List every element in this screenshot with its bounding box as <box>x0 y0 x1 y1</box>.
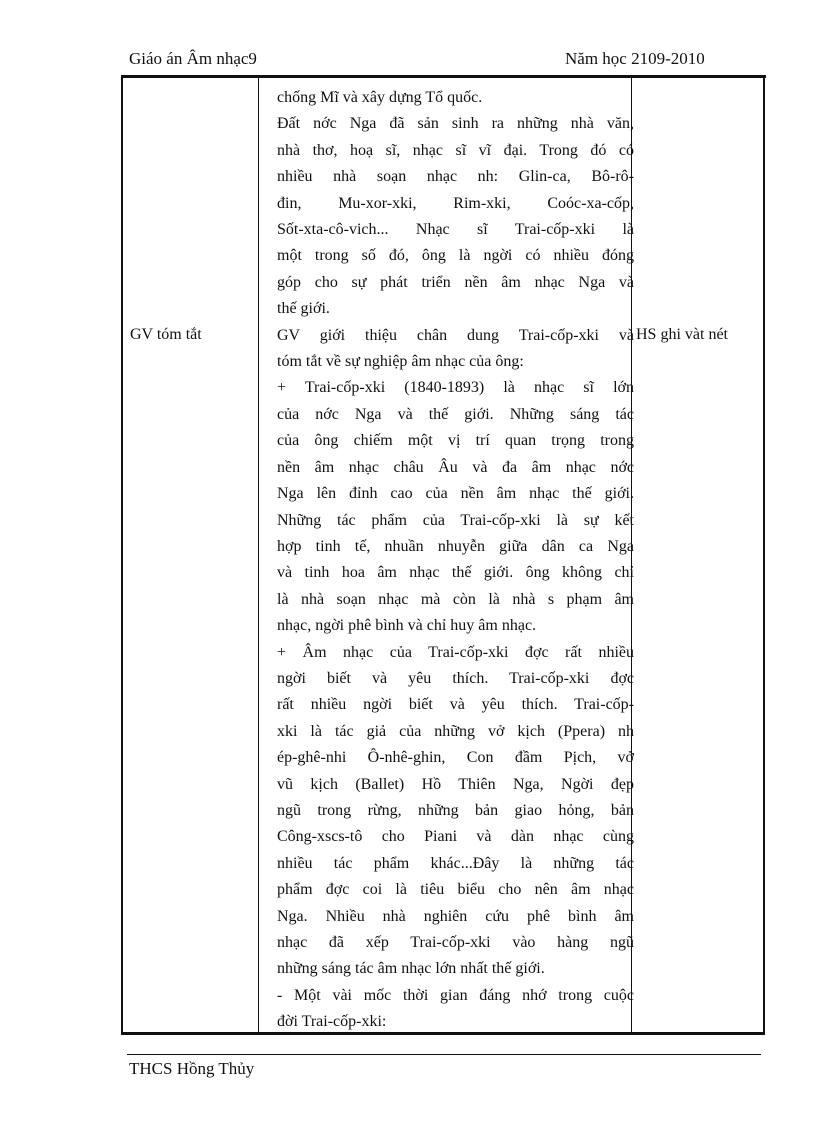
content-line: của ông chiếm một vị trí quan trọng trong <box>277 432 634 450</box>
student-activity-cell: HS ghi vàt nét <box>636 326 728 343</box>
content-line: đời Trai-cốp-xki: <box>277 1013 387 1031</box>
header-subject: Giáo án Âm nhạc9 <box>129 49 257 68</box>
content-line: ngời biết và yêu thích. Trai-cốp-xki đợc <box>277 669 634 687</box>
header-school-year: Năm học 2109-2010 <box>565 49 705 68</box>
content-line: + Trai-cốp-xki (1840-1893) là nhạc sĩ lớn <box>277 379 634 397</box>
column-divider-left <box>258 78 259 1032</box>
footer-divider <box>127 1054 761 1055</box>
content-line: nhạc đã xếp Trai-cốp-xki vào hàng ngũ <box>277 934 634 951</box>
content-line: Nga. Nhiều nhà nghiên cứu phê bình âm <box>277 907 634 925</box>
content-line: GV giới thiệu chân dung Trai-cốp-xki và <box>277 326 634 344</box>
content-line: hợp tinh tế, nhuần nhuyễn giữa dân ca Nga <box>277 537 634 555</box>
content-line: nền âm nhạc châu Âu và đa âm nhạc nớc <box>277 458 634 476</box>
content-line: Công-xscs-tô cho Piani và dàn nhạc cùng <box>277 828 634 846</box>
content-line: của nớc Nga và thế giới. Những sáng tác <box>277 405 634 423</box>
content-line: phẩm đợc coi là tiêu biểu cho nên âm nhạc <box>277 881 634 899</box>
content-line: là nhà soạn nhạc mà còn là nhà s phạm âm <box>277 590 634 608</box>
content-line: ngũ trong rừng, những bản giao hỏng, bản <box>277 801 634 819</box>
content-line: Đất nớc Nga đã sản sinh ra những nhà văn, <box>277 115 634 133</box>
content-line: + Âm nhạc của Trai-cốp-xki đợc rất nhiều <box>277 643 634 661</box>
footer-school: THCS Hồng Thủy <box>129 1059 255 1078</box>
content-line: vũ kịch (Ballet) Hồ Thiên Nga, Ngời đẹp <box>277 775 634 793</box>
content-line: Nga lên đỉnh cao của nền âm nhạc thế giới. <box>277 485 634 503</box>
content-cell <box>277 85 634 1036</box>
content-line: tóm tắt về sự nghiệp âm nhạc của ông: <box>277 353 524 371</box>
content-line: và tinh hoa âm nhạc thế giới. ông không chỉ <box>277 564 634 582</box>
content-line: nhạc, ngời phê bình và chỉ huy âm nhạc. <box>277 617 537 635</box>
content-line: xki là tác giả của những vở kịch (Ppera) nh <box>277 722 634 740</box>
content-line: Những tác phẩm của Trai-cốp-xki là sự kết <box>277 511 634 529</box>
lesson-table <box>121 76 765 1035</box>
content-line: đin, Mu-xor-xki, Rim-xki, Coóc-xa-cốp, <box>277 194 634 212</box>
content-line: chống Mĩ và xây dựng Tổ quốc. <box>277 89 483 106</box>
content-line: nhiều tác phẩm khác...Đây là những tác <box>277 854 634 872</box>
content-line: nhà thơ, hoạ sĩ, nhạc sĩ vĩ đại. Trong đó có <box>277 141 634 159</box>
teacher-activity-cell: GV tóm tắt <box>130 326 202 343</box>
content-line: một trong số đó, ông là ngời có nhiều đóng <box>277 247 634 265</box>
content-line: ép-ghê-nhi Ô-nhê-ghin, Con đầm Pịch, vở <box>277 749 634 767</box>
content-line: Sốt-xta-cô-vich... Nhạc sĩ Trai-cốp-xki là <box>277 221 634 239</box>
content-line: - Một vài mốc thời gian đáng nhớ trong cuộc <box>277 986 634 1004</box>
content-line: thế giới. <box>277 300 330 318</box>
content-line: rất nhiều ngời biết và yêu thích. Trai-cốp- <box>277 696 634 714</box>
content-line: nhiều nhà soạn nhạc nh: Glin-ca, Bô-rô- <box>277 168 634 186</box>
table-top-border <box>121 75 766 78</box>
content-line: những sáng tác âm nhạc lớn nhất thế giới. <box>277 960 545 978</box>
content-line: góp cho sự phát triển nền âm nhạc Nga và <box>277 273 634 291</box>
